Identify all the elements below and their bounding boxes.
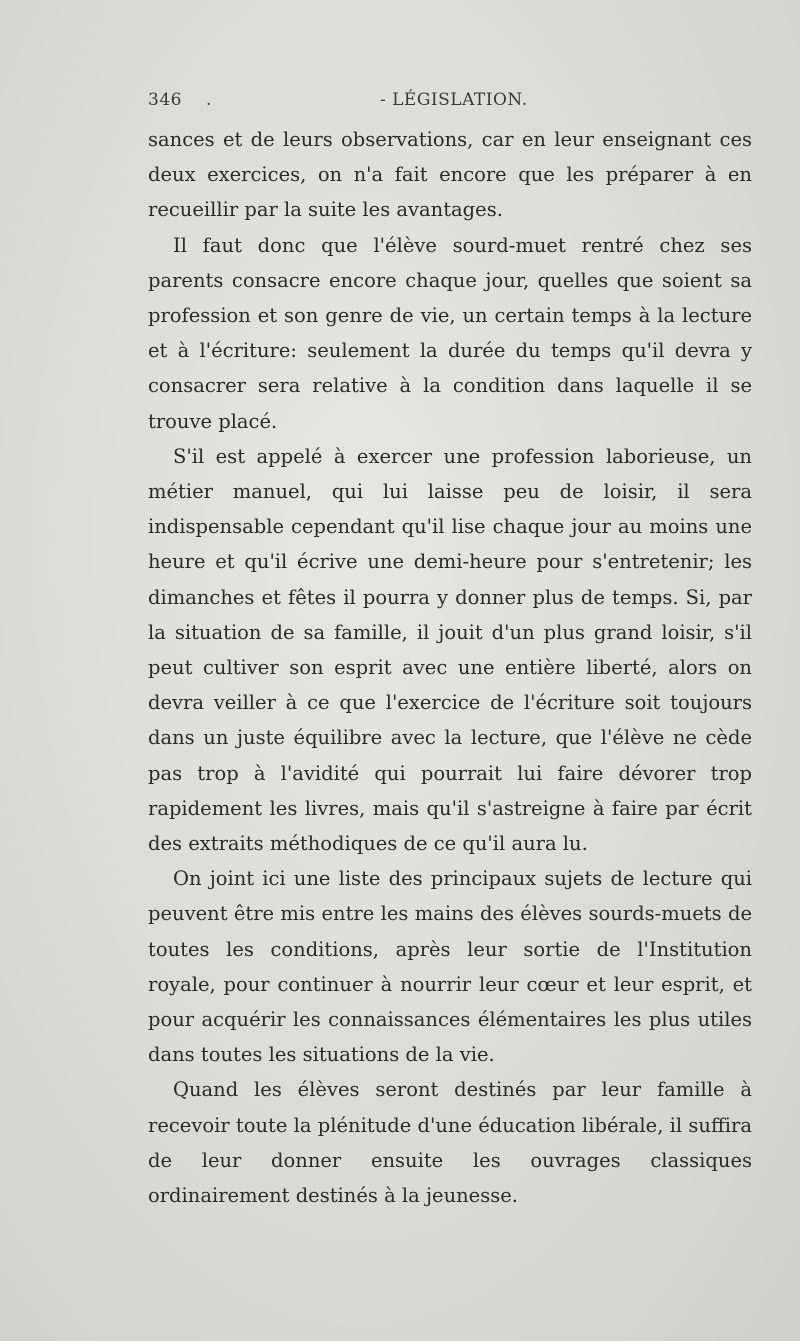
paragraph-continued: sances et de leurs observations, car en leur enseignant ces deux exercices, on n'a fait encore que les préparer à en recueillir par la suite les avantages.: [148, 128, 752, 222]
page-header: [148, 90, 758, 118]
header-separator: .: [206, 90, 212, 110]
paragraph: On joint ici une liste des principaux sujets de lecture qui peuvent être mis entre les mains des élèves sourds-muets de toutes les conditions, après leur sortie de l'Institution royale, pour continuer à nourrir leur cœur et leur esprit, et pour acquérir les connaissances élémentaires les plus utiles dans toutes les situations de la vie.: [148, 867, 752, 1067]
paragraph: S'il est appelé à exercer une profession laborieuse, un métier manuel, qui lui laisse peu de loisir, il sera indispensable cependant qu'il lise chaque jour au moins une heure et qu'il écrive une demi-heure pour s'entretenir; les dimanches et fêtes il pourra y donner plus de temps. Si, par la situation de sa famille, il jouit d'un plus grand loisir, s'il peut cultiver son esprit avec une entière liberté, alors on devra veiller à ce que l'exercice de l'écriture soit toujours dans un juste équilibre avec la lecture, que l'élève ne cède pas trop à l'avidité qui pourrait lui faire dévorer trop rapidement les livres, mais qu'il s'astreigne à faire par écrit des extraits méthodiques de ce qu'il aura lu.: [148, 444, 752, 856]
body-text: [148, 122, 752, 1213]
page-number: 346: [148, 90, 182, 110]
paragraph: Il faut donc que l'élève sourd-muet rentré chez ses parents consacre encore chaque jour, quelles que soient sa profession et son genre de vie, un certain temps à la lecture et à l'écriture: seulement la durée du temps qu'il devra y consacrer sera relative à la condition dans laquelle il se trouve placé.: [148, 233, 752, 433]
running-title: - LÉGISLATION.: [380, 90, 528, 110]
paragraph: Quand les élèves seront destinés par leur famille à recevoir toute la plénitude d'une éducation libérale, il suffira de leur donner ensuite les ouvrages classiques ordinairement destinés à la jeunesse.: [148, 1078, 752, 1208]
